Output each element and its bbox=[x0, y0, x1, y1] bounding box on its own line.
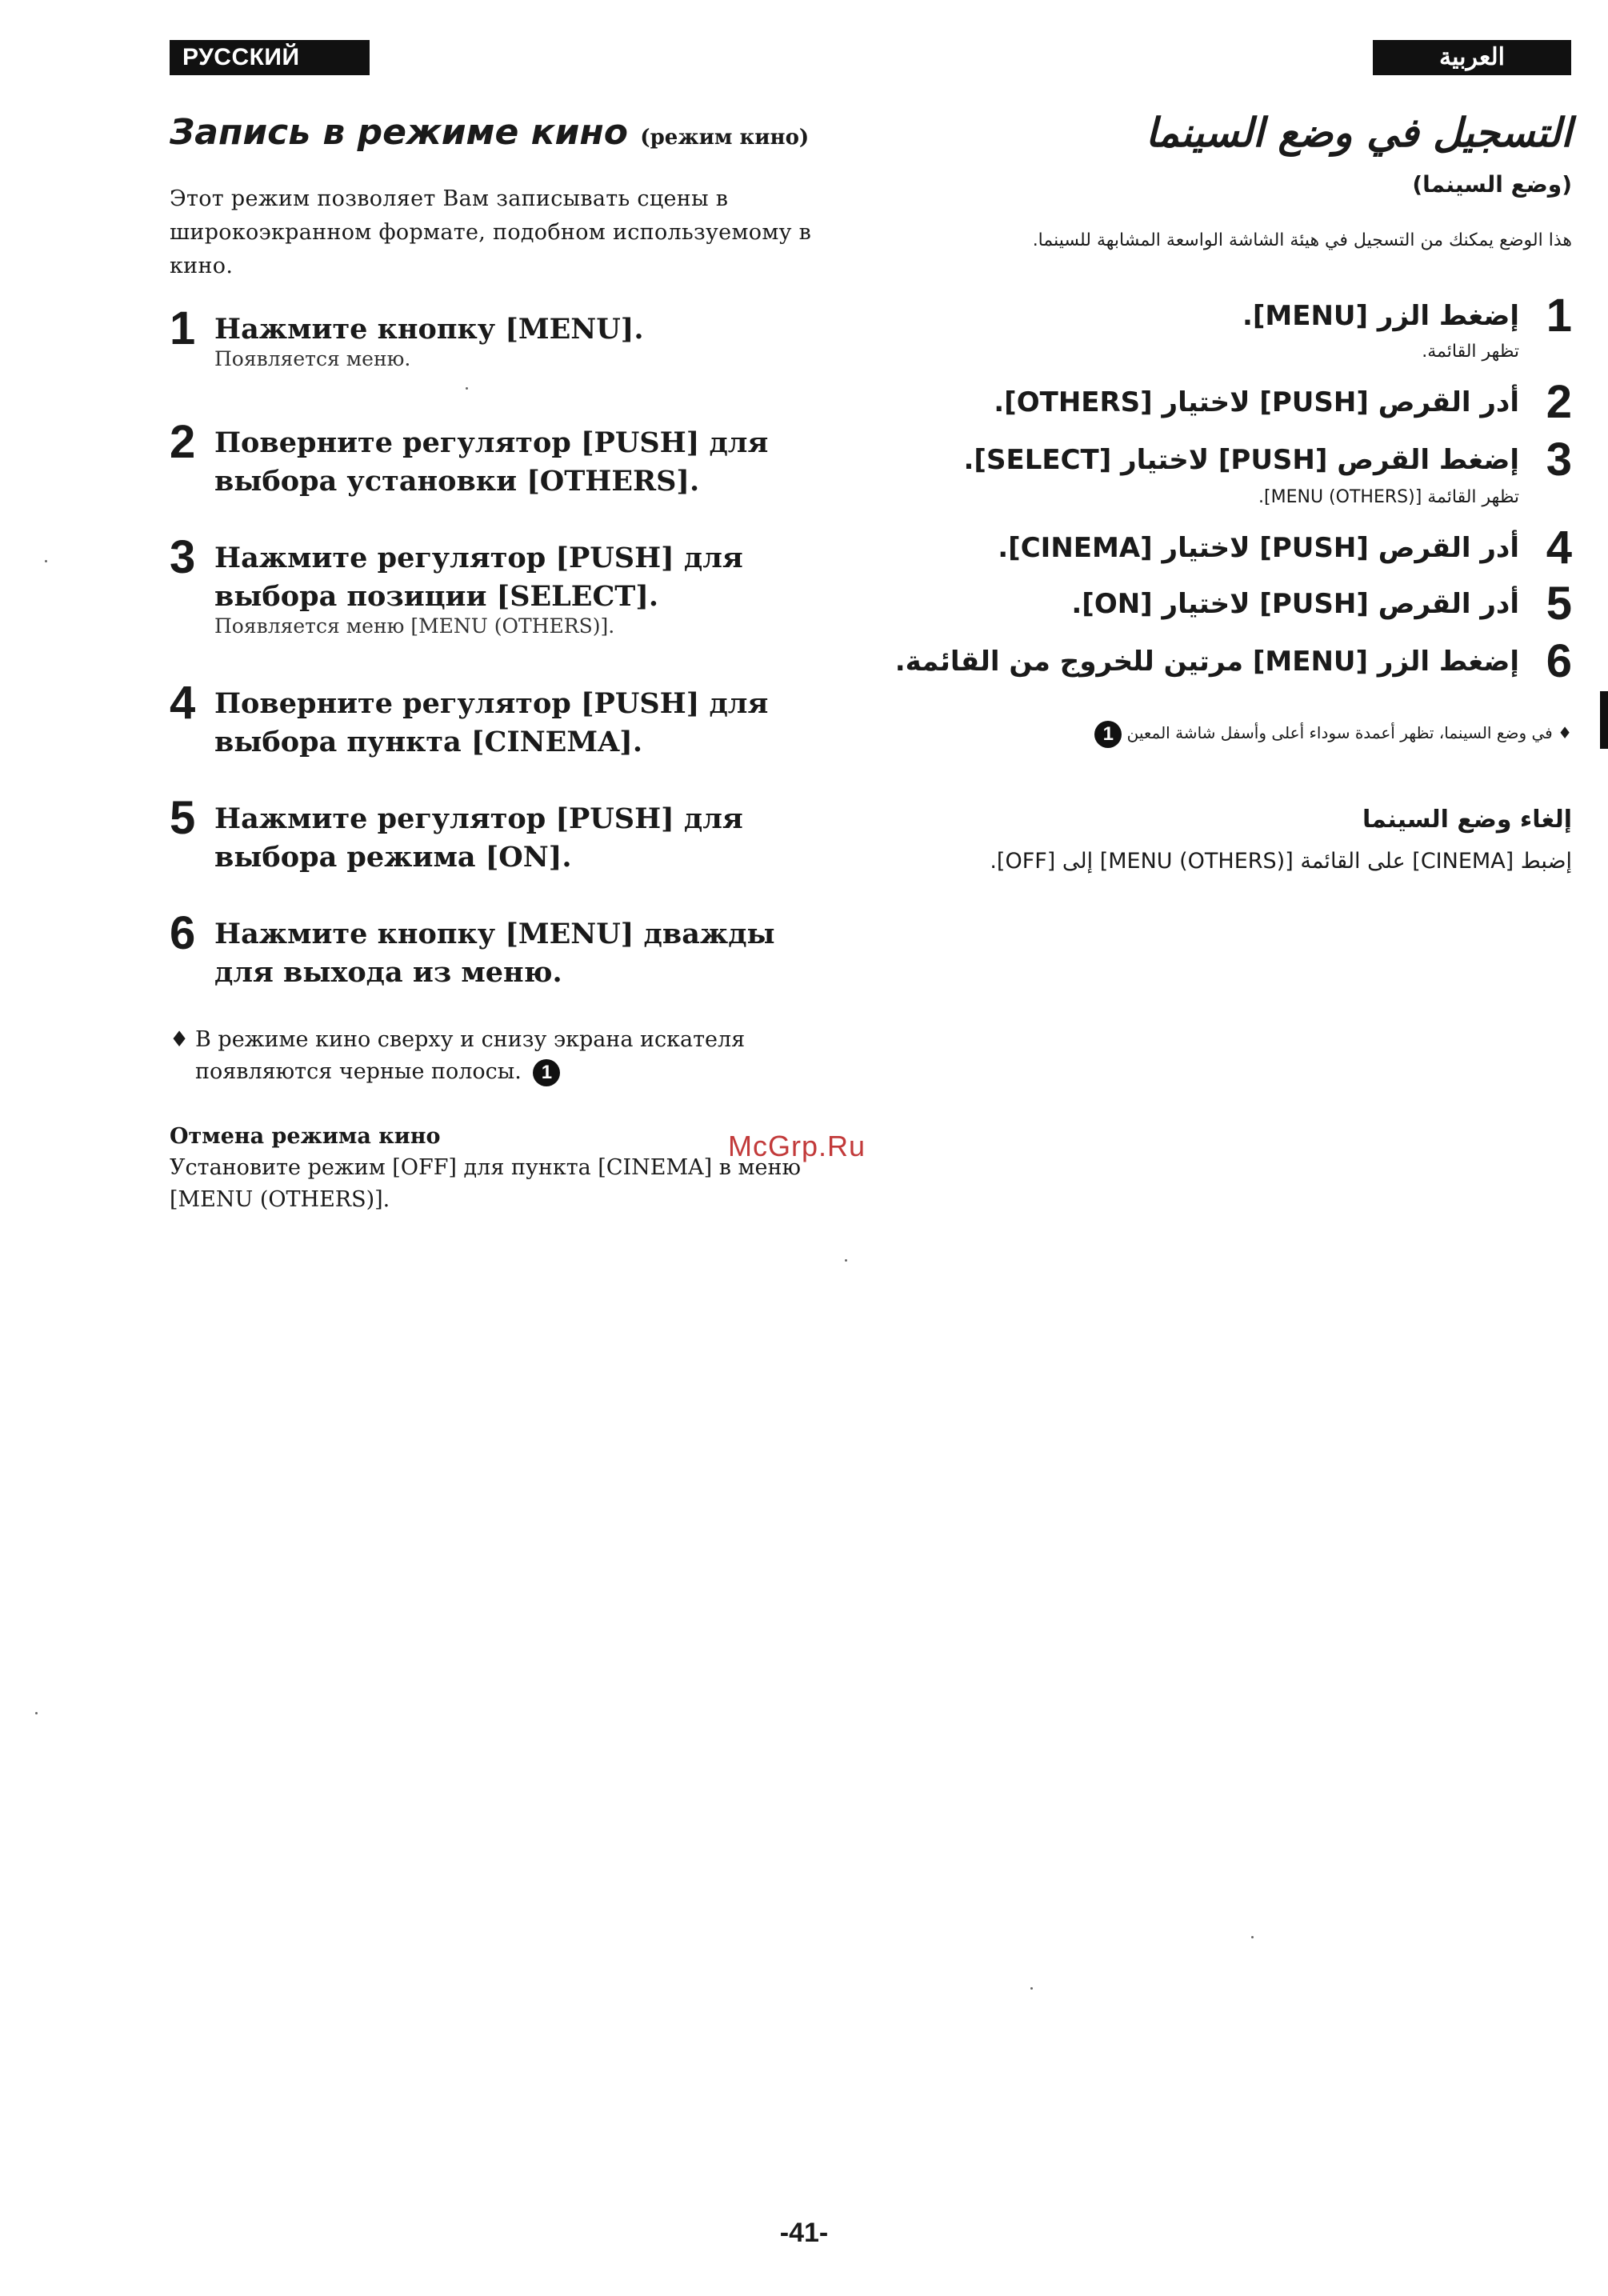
section-tag-russian: РУССКИЙ ЯЗЫК bbox=[170, 40, 370, 75]
cancel-heading-arabic: إلغاء وضع السينما bbox=[1362, 806, 1572, 834]
step-number: 3 bbox=[170, 531, 196, 583]
scan-speck bbox=[35, 1712, 38, 1714]
title-arabic-sub: (وضع السينما) bbox=[1412, 171, 1572, 198]
step-subtext: Появляется меню [MENU (OTHERS)]. bbox=[214, 614, 615, 638]
intro-russian: Этот режим позволяет Вам записывать сцены в широкоэкранном формате, подобном используемому в кино. bbox=[170, 186, 812, 278]
step-text: Поверните регулятор [PUSH] для выбора установки [OTHERS]. bbox=[214, 426, 769, 498]
step-text: Нажмите кнопку [MENU] дважды для выхода из меню. bbox=[214, 918, 775, 989]
intro-arabic: هذا الوضع يمكنك من التسجيل في هيئة الشاشة الواسعة المشابهة للسينما. bbox=[1032, 230, 1572, 250]
cancel-text-arabic: إضبط [CINEMA] على القائمة [MENU (OTHERS)] إلى [OFF]. bbox=[990, 849, 1572, 874]
note-russian-text: В режиме кино сверху и снизу экрана искателя появляются черные полосы. bbox=[195, 1027, 746, 1084]
title-russian-main: Запись в режиме кино bbox=[170, 112, 628, 153]
watermark: McGrp.Ru bbox=[728, 1130, 866, 1162]
page-title-arabic: التسجيل في وضع السينما bbox=[1145, 110, 1572, 156]
scan-speck bbox=[1030, 1987, 1033, 1990]
step-text: أدر القرص [PUSH] لاختيار [OTHERS]. bbox=[994, 386, 1519, 418]
step-text: أدر القرص [PUSH] لاختيار [ON]. bbox=[1071, 588, 1519, 620]
circled-number-icon: 1 bbox=[533, 1059, 560, 1086]
page-edge-marker bbox=[1600, 691, 1608, 749]
step-number: 1 bbox=[170, 302, 196, 354]
step-text: إضغط الزر [MENU] مرتين للخروج من القائمة. bbox=[894, 646, 1519, 678]
step-text: Нажмите кнопку [MENU]. bbox=[214, 313, 644, 346]
step-text: أدر القرص [PUSH] لاختيار [CINEMA]. bbox=[998, 532, 1519, 564]
step-number: 4 bbox=[1546, 522, 1572, 574]
step-subtext: تظهر القائمة. bbox=[1422, 342, 1519, 362]
step-number: 5 bbox=[1546, 578, 1572, 630]
note-arabic-text: في وضع السينما، تظهر أعمدة سوداء أعلى وأسفل شاشة المعين bbox=[1126, 723, 1553, 742]
step-number: 5 bbox=[170, 792, 196, 844]
step-text: Поверните регулятор [PUSH] для выбора пункта [CINEMA]. bbox=[214, 687, 769, 758]
scan-speck bbox=[466, 387, 468, 390]
scan-speck bbox=[845, 1259, 847, 1262]
scan-speck bbox=[1251, 1936, 1254, 1938]
step-number: 6 bbox=[1546, 635, 1572, 687]
step-number: 3 bbox=[1546, 434, 1572, 486]
step-text: Нажмите регулятор [PUSH] для выбора режима [ON]. bbox=[214, 802, 743, 874]
title-russian-sub: (режим кино) bbox=[640, 126, 810, 150]
bullet-diamond-icon: ♦ bbox=[170, 1027, 190, 1052]
step-subtext: Появляется меню. bbox=[214, 347, 411, 370]
page-title-russian bbox=[170, 110, 826, 160]
step-text: إضغط الزر [MENU]. bbox=[1242, 300, 1519, 332]
bullet-diamond-icon: ♦ bbox=[1558, 723, 1572, 742]
circled-number-icon: 1 bbox=[1094, 721, 1122, 748]
step-number: 2 bbox=[170, 416, 196, 468]
cancel-heading-russian: Отмена режима кино bbox=[170, 1124, 441, 1149]
note-russian bbox=[170, 1024, 851, 1088]
step-text: إضغط القرص [PUSH] لاختيار [SELECT]. bbox=[963, 444, 1519, 476]
step-subtext: تظهر القائمة [MENU (OTHERS)]. bbox=[1258, 487, 1519, 507]
cancel-text-russian: Установите режим [OFF] для пункта [CINEMA] в меню [MENU (OTHERS)]. bbox=[170, 1155, 802, 1212]
step-number: 2 bbox=[1546, 376, 1572, 428]
page-number: -41- bbox=[779, 2218, 829, 2248]
step-number: 1 bbox=[1546, 290, 1572, 342]
step-number: 6 bbox=[170, 907, 196, 959]
scan-speck bbox=[45, 560, 47, 562]
note-arabic bbox=[852, 717, 1572, 749]
step-number: 4 bbox=[170, 677, 196, 729]
section-tag-arabic: العربية bbox=[1373, 40, 1571, 75]
step-text: Нажмите регулятор [PUSH] для выбора позиции [SELECT]. bbox=[214, 542, 743, 613]
